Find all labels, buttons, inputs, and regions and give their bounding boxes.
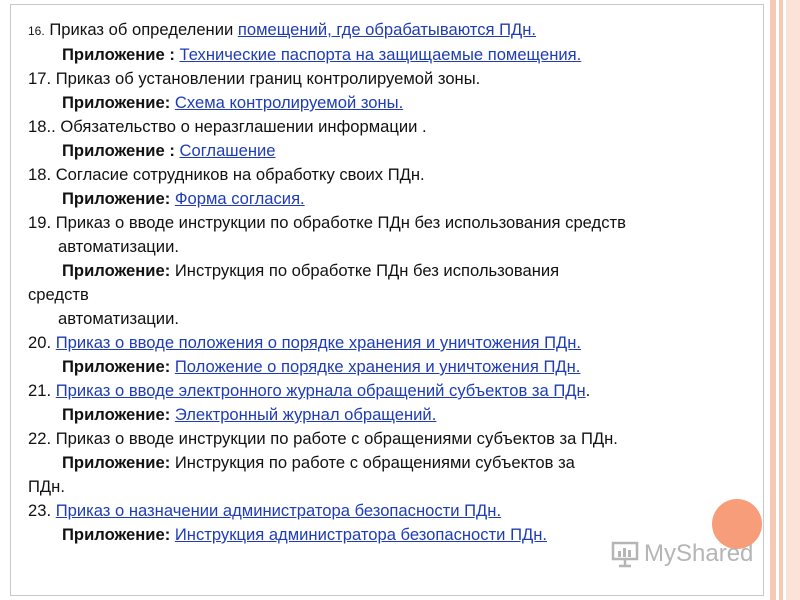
- decor-bar: [770, 0, 776, 600]
- appendix-22: [62, 453, 575, 473]
- item-number: 20.: [28, 333, 52, 352]
- item-number: 17.: [28, 69, 52, 88]
- appendix-link[interactable]: Соглашение: [179, 141, 276, 160]
- myshared-watermark: [610, 539, 753, 569]
- appendix-17: [62, 93, 403, 113]
- appendix-text: автоматизации.: [58, 309, 179, 328]
- item-21: [28, 381, 590, 401]
- item-text: Приказ об установлении границ контролируемой зоны.: [55, 69, 481, 88]
- appendix-label: Приложение :: [62, 45, 180, 64]
- item-text: Приказ о вводе инструкции по обработке ПДн без использования средств: [55, 213, 626, 232]
- item-number: 22.: [28, 429, 52, 448]
- item-22: [28, 429, 618, 449]
- item-link[interactable]: Приказ о вводе положения о порядке хранения и уничтожения ПДн.: [55, 333, 582, 352]
- item-17: [28, 69, 480, 89]
- appendix-label: Приложение:: [62, 261, 175, 280]
- item-text: Обязательство о неразглашении информации .: [60, 117, 427, 136]
- item-number: 19.: [28, 213, 52, 232]
- appendix-text: средств: [28, 285, 89, 304]
- appendix-19-cont: [28, 285, 89, 305]
- appendix-text: Инструкция по работе с обращениями субъектов за: [174, 453, 575, 472]
- appendix-link[interactable]: Инструкция администратора безопасности ПДн.: [174, 525, 548, 544]
- appendix-19: [62, 261, 559, 281]
- appendix-text: ПДн.: [28, 477, 65, 496]
- item-number: 18..: [28, 117, 56, 136]
- appendix-20: [62, 357, 580, 377]
- decor-bar: [786, 0, 800, 600]
- appendix-link[interactable]: Положение о порядке хранения и уничтожения ПДн.: [174, 357, 581, 376]
- appendix-label: Приложение :: [62, 141, 180, 160]
- item-16: [28, 20, 536, 41]
- appendix-link[interactable]: Схема контролируемой зоны.: [174, 93, 404, 112]
- watermark-brand: MyShared: [644, 540, 754, 567]
- item-number: 21.: [28, 381, 52, 400]
- item-link[interactable]: Приказ о вводе электронного журнала обращений субъектов за ПДн: [55, 381, 586, 400]
- item-link[interactable]: Приказ о назначении администратора безопасности ПДн.: [55, 501, 502, 520]
- item-number: 23.: [28, 501, 52, 520]
- presentation-icon: [610, 539, 640, 569]
- appendix-21: [62, 405, 436, 425]
- appendix-label: Приложение:: [62, 189, 175, 208]
- item-18b: [28, 165, 425, 185]
- item-number: 16.: [28, 24, 45, 38]
- appendix-label: Приложение:: [62, 93, 175, 112]
- item-20: [28, 333, 581, 353]
- item-23: [28, 501, 501, 521]
- appendix-16: [62, 45, 581, 65]
- appendix-label: Приложение:: [62, 453, 175, 472]
- item-19-cont: [58, 237, 179, 257]
- decor-bar: [779, 0, 783, 600]
- appendix-text: Инструкция по обработке ПДн без использования: [174, 261, 560, 280]
- appendix-link[interactable]: Технические паспорта на защищаемые помещения.: [179, 45, 582, 64]
- item-text: Согласие сотрудников на обработку своих ПДн.: [55, 165, 425, 184]
- appendix-18a: [62, 141, 276, 161]
- item-19: [28, 213, 626, 233]
- item-link[interactable]: помещений, где обрабатываются ПДн.: [237, 20, 537, 39]
- appendix-19-cont2: [58, 309, 179, 329]
- item-text: автоматизации.: [58, 237, 179, 256]
- item-text: Приказ о вводе инструкции по работе с обращениями субъектов за ПДн.: [55, 429, 618, 448]
- appendix-22-cont: [28, 477, 65, 497]
- appendix-label: Приложение:: [62, 357, 175, 376]
- item-punct: .: [585, 381, 591, 400]
- appendix-link[interactable]: Форма согласия.: [174, 189, 305, 208]
- appendix-link[interactable]: Электронный журнал обращений.: [174, 405, 437, 424]
- item-18a: [28, 117, 427, 137]
- appendix-label: Приложение:: [62, 405, 175, 424]
- appendix-23: [62, 525, 547, 545]
- item-text: Приказ об определении: [49, 20, 238, 39]
- item-number: 18.: [28, 165, 52, 184]
- appendix-18b: [62, 189, 305, 209]
- appendix-label: Приложение:: [62, 525, 175, 544]
